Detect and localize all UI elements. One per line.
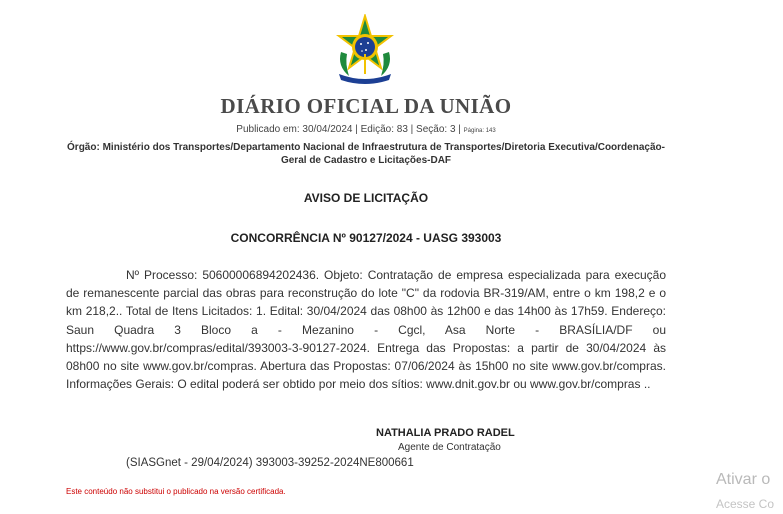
- siasg-reference: (SIASGnet - 29/04/2024) 393003-39252-2024NE800661: [126, 457, 414, 469]
- brazil-coat-of-arms-icon: [331, 14, 399, 84]
- page-number: Página: 143: [463, 128, 496, 134]
- notice-type: AVISO DE LICITAÇÃO: [303, 191, 429, 205]
- publication-info: [0, 124, 732, 135]
- publication-details: Publicado em: 30/04/2024 | Edição: 83 | Seção: 3 |: [236, 124, 461, 135]
- signatory-role: Agente de Contratação: [398, 442, 501, 453]
- activation-watermark-line1: Ativar o: [716, 471, 771, 488]
- activation-watermark-line2: Acesse Co: [716, 497, 775, 511]
- notice-heading: CONCORRÊNCIA Nº 90127/2024 - UASG 393003: [230, 231, 502, 245]
- notice-body: Nº Processo: 50600006894202436. Objeto: Contratação de empresa especializada para execução de remanescente parcial das obras para reconstrução do lote "C" da rodovia BR-319/AM, entre o km 198,2 e o km 218,2.. Total de Itens Licitados: 1. Edital: 30/04/2024 das 08h00 às 12h00 e das 14h00 às 17h59. Endereço: Saun Quadra 3 Bloco a - Mezanino - Cgcl, Asa Norte - BRASÍLIA/DF ou https://www.gov.br/compras/edital/393003-3-90127-2024. Entrega das Propostas: a partir de 30/04/2024 às 08h00 no site www.gov.br/compras. Abertura das Propostas: 07/06/2024 às 15h00 no site www.gov.br/compras. Informações Gerais: O edital poderá ser obtido por meio dos sítios: www.dnit.gov.br ou www.gov.br/compras ..: [66, 268, 666, 392]
- certification-disclaimer: Este conteúdo não substitui o publicado na versão certificada.: [66, 487, 286, 496]
- page-title: DIÁRIO OFICIAL DA UNIÃO: [220, 94, 512, 118]
- organ-info: Órgão: Ministério dos Transportes/Departamento Nacional de Infraestrutura de Transportes/Diretoria Executiva/Coordenação-Geral de Cadastro e Licitações-DAF: [67, 142, 665, 166]
- signatory-name: NATHALIA PRADO RADEL: [376, 427, 515, 439]
